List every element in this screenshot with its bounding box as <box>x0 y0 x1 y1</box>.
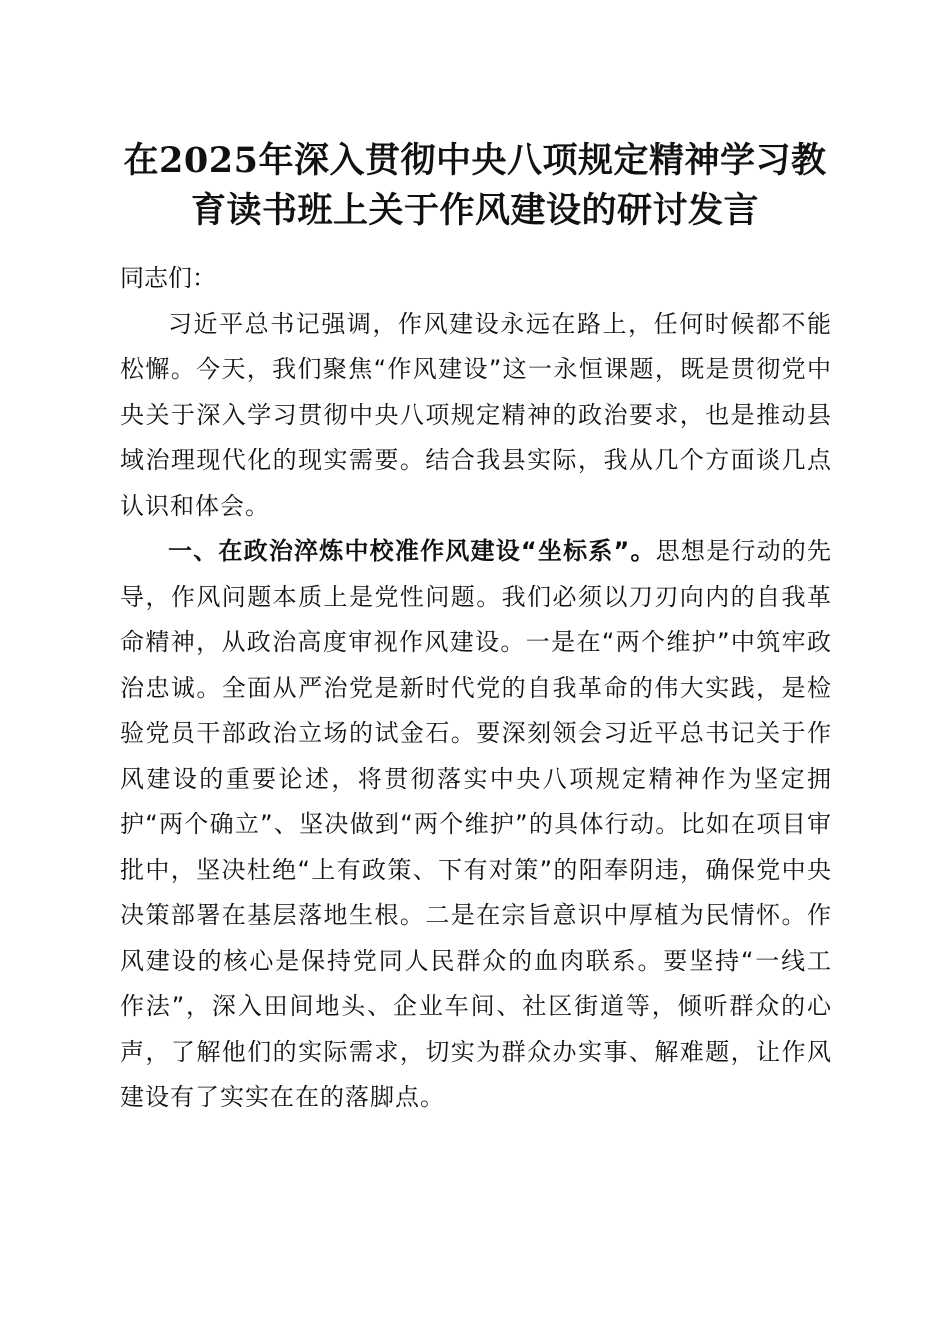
section-1-body: 思想是行动的先导，作风问题本质上是党性问题。我们必须以刀刃向内的自我革命精神，从政治高度审视作风建设。一是在“两个维护”中筑牢政治忠诚。全面从严治党是新时代党的自我革命的伟大实践，是检验党员干部政治立场的试金石。要深刻领会习近平总书记关于作风建设的重要论述，将贯彻落实中央八项规定精神作为坚定拥护“两个确立”、坚决做到“两个维护”的具体行动。比如在项目审批中，坚决杜绝“上有政策、下有对策”的阳奉阴违，确保党中央决策部署在基层落地生根。二是在宗旨意识中厚植为民情怀。作风建设的核心是保持党同人民群众的血肉联系。要坚持“一线工作法”，深入田间地头、企业车间、社区街道等，倾听群众的心声，了解他们的实际需求，切实为群众办实事、解难题，让作风建设有了实实在在的落脚点。 <box>120 537 833 1111</box>
intro-paragraph: 习近平总书记强调，作风建设永远在路上，任何时候都不能松懈。今天，我们聚焦“作风建设”这一永恒课题，既是贯彻党中央关于深入学习贯彻中央八项规定精神的政治要求，也是推动县域治理现代化的现实需要。结合我县实际，我从几个方面谈几点认识和体会。 <box>120 309 832 520</box>
document-title <box>100 136 850 236</box>
title-line-2: 育读书班上关于作风建设的研讨发言 <box>190 190 759 231</box>
title-line-1: 在2025年深入贯彻中央八项规定精神学习教 <box>123 140 827 181</box>
salutation: 同志们： <box>120 264 216 292</box>
section-1-paragraph <box>120 529 832 1121</box>
document-body <box>120 256 832 1121</box>
section-1-heading: 一、在政治淬炼中校准作风建设“坐标系”。 <box>168 537 656 565</box>
